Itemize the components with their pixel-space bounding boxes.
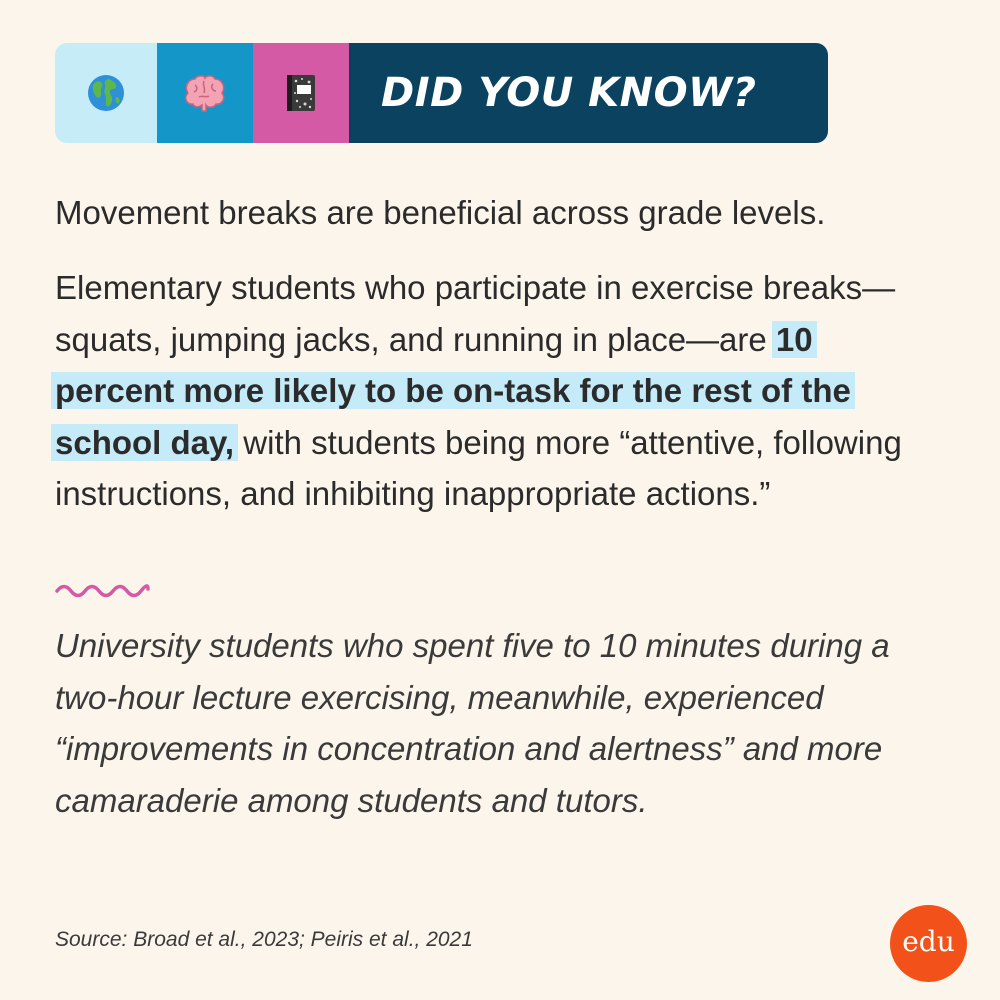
intro-text: Movement breaks are beneficial across grade levels. bbox=[55, 194, 826, 231]
squiggle-divider bbox=[55, 580, 150, 602]
university-paragraph: University students who spent five to 10 minutes during a two-hour lecture exercising, meanwhile, experienced “improvements in concentration and alertness” and more camaraderie among students and tutors. bbox=[55, 627, 890, 819]
edu-logo-text: edu bbox=[902, 925, 955, 958]
highlighted-statistic: 10 percent more likely to be on-task for the rest of the school day, bbox=[51, 321, 855, 461]
banner-title-box bbox=[349, 43, 828, 143]
brain-icon bbox=[182, 73, 228, 113]
source-citation: Source: Broad et al., 2023; Peiris et al., 2021 bbox=[55, 928, 473, 951]
edu-logo bbox=[890, 905, 967, 982]
banner-title: DID YOU KNOW? bbox=[381, 70, 757, 116]
globe-icon bbox=[86, 73, 126, 113]
elementary-text-before: Elementary students who participate in exercise breaks—squats, jumping jacks, and running in place—are bbox=[55, 269, 896, 358]
did-you-know-banner bbox=[55, 43, 828, 143]
globe-tile bbox=[55, 43, 157, 143]
elementary-text-after: with students being more “attentive, following instructions, and inhibiting inappropriate actions.” bbox=[55, 423, 902, 512]
brain-tile bbox=[157, 43, 253, 143]
elementary-paragraph bbox=[55, 262, 925, 520]
notebook-tile bbox=[253, 43, 349, 143]
notebook-icon bbox=[283, 73, 319, 113]
